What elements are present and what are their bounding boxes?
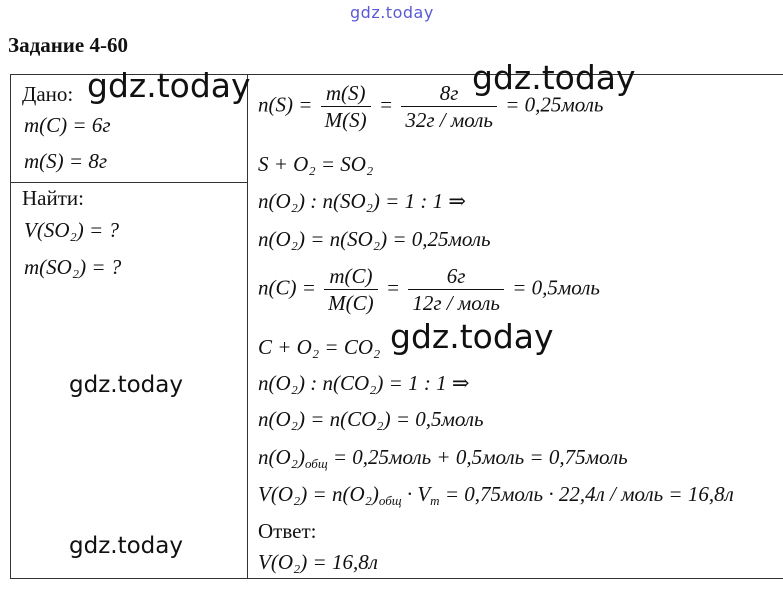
equation-c-combustion: C + O₂ = CO₂ <box>258 335 381 359</box>
equation-n-c: n(C) = $\frac{m(C)}{M(C)}$ = $\frac{6г}{\text{12г / моль}}$ = 0,5моль <box>258 264 600 315</box>
watermark-top[interactable]: gdz.today <box>350 3 434 22</box>
equation-n-s: n(S) = $\frac{m(S)}{M(S)}$ = $\frac{8г}{\text{32г / моль}}$ = 0,25моль <box>258 81 604 132</box>
watermark-left-mid: gdz.today <box>69 372 183 398</box>
answer-label: Ответ: <box>258 519 317 543</box>
answer-value: V(O₂) = 16,8л <box>258 550 378 574</box>
watermark-given: gdz.today <box>87 66 251 105</box>
find-label: Найти: <box>22 186 84 210</box>
equation-ratio-so2: n(O₂) : n(SO₂) = 1 : 1 ⇒ <box>258 189 466 213</box>
equation-n-o2-from-s: n(O₂) = n(SO₂) = 0,25моль <box>258 227 491 251</box>
table-divider-vertical <box>247 74 248 579</box>
equation-s-combustion: S + O₂ = SO₂ <box>258 152 374 176</box>
find-line-1: V(SO₂) = ? <box>24 218 119 242</box>
equation-ratio-co2: n(O₂) : n(CO₂) = 1 : 1 ⇒ <box>258 371 470 395</box>
given-line-2: m(S) = 8г <box>24 149 108 173</box>
task-title: Задание 4-60 <box>8 33 128 57</box>
given-line-1: m(C) = 6г <box>24 113 111 137</box>
find-line-2: m(SO₂) = ? <box>24 255 122 279</box>
given-label: Дано: <box>22 82 74 106</box>
watermark-left-bottom: gdz.today <box>69 533 183 559</box>
equation-n-o2-total: $n(O_2)_{общ}$ = 0,25моль + 0,5моль = 0,75моль <box>258 445 628 471</box>
watermark-solution-mid: gdz.today <box>390 317 554 356</box>
watermark-solution-top: gdz.today <box>472 58 636 97</box>
table-divider-horizontal <box>10 182 247 183</box>
equation-v-o2: $V(O_2) = n(O_2)_{общ} \cdot V_m$ = 0,75моль · 22,4л / моль = 16,8л <box>258 482 734 508</box>
equation-n-o2-from-c: n(O₂) = n(CO₂) = 0,5моль <box>258 407 484 431</box>
